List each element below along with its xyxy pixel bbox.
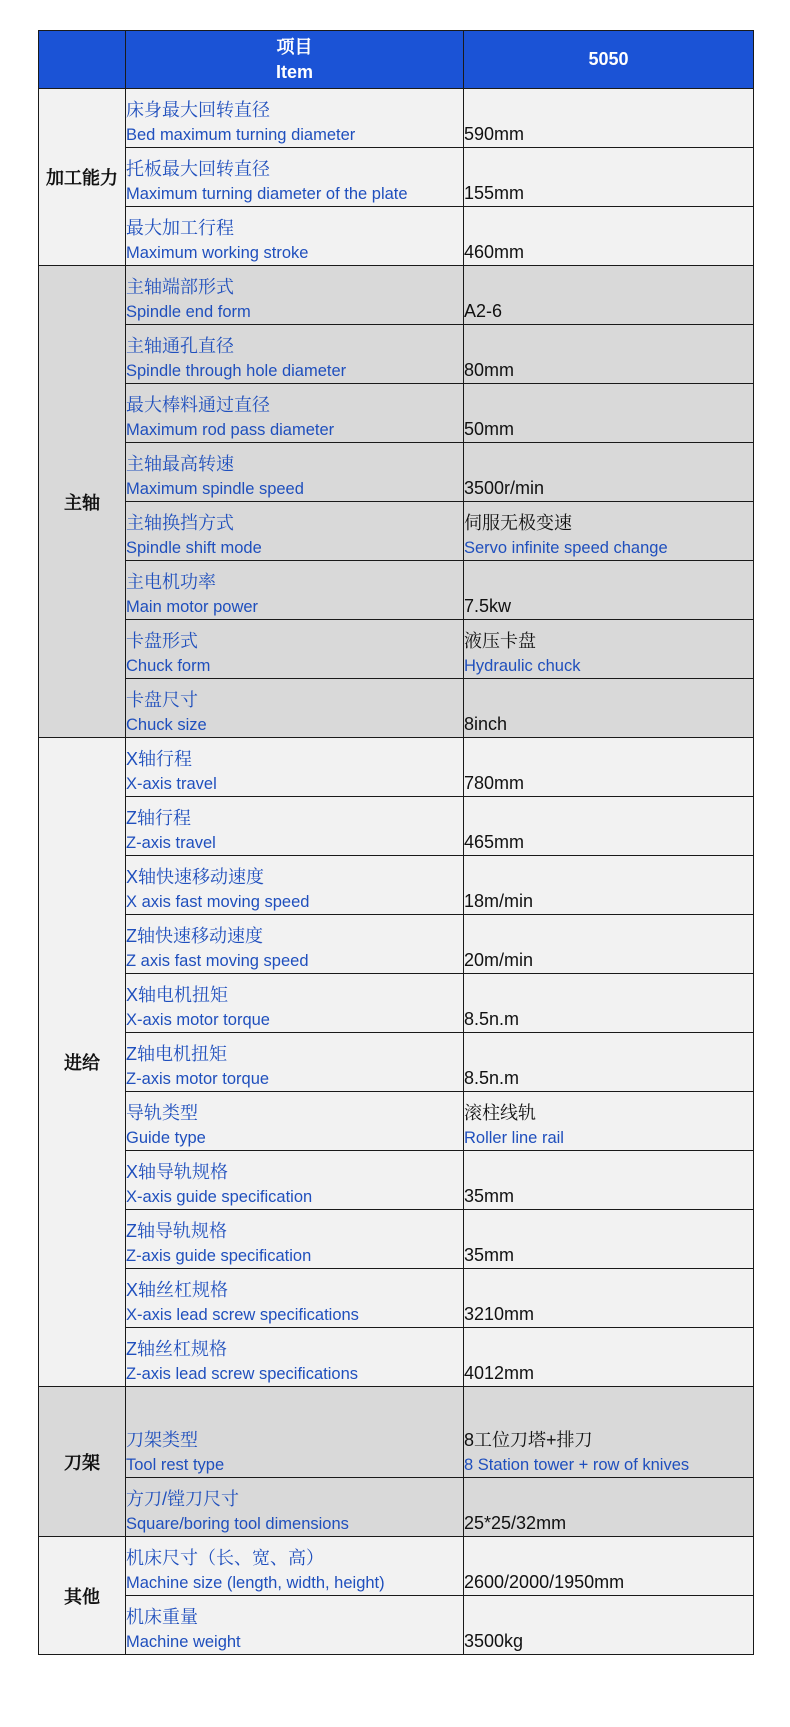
group-label: 加工能力 bbox=[39, 89, 126, 266]
value-cell bbox=[464, 1328, 754, 1387]
value-cell bbox=[464, 89, 754, 148]
table-row bbox=[39, 1033, 754, 1092]
value-cell bbox=[464, 443, 754, 502]
value-text: 8.5n.m bbox=[464, 1009, 520, 1029]
value-text: 3500kg bbox=[464, 1631, 524, 1651]
item-name-zh: 主轴最高转速 bbox=[126, 454, 234, 474]
value-cell bbox=[464, 856, 754, 915]
item-name-en: Main motor power bbox=[126, 598, 259, 616]
value-text: 3210mm bbox=[464, 1304, 535, 1324]
item-cell bbox=[126, 1478, 464, 1537]
value-text: 35mm bbox=[464, 1245, 515, 1265]
value-text: 7.5kw bbox=[464, 596, 512, 616]
item-name-zh: 卡盘形式 bbox=[126, 631, 198, 651]
value-zh: 滚柱线轨 bbox=[464, 1103, 536, 1123]
item-name-zh: 最大棒料通过直径 bbox=[126, 395, 270, 415]
table-row bbox=[39, 561, 754, 620]
item-name-en: Machine size (length, width, height) bbox=[126, 1574, 385, 1592]
value-cell bbox=[464, 1387, 754, 1478]
item-name-zh: 主轴换挡方式 bbox=[126, 513, 234, 533]
item-name-en: Spindle through hole diameter bbox=[126, 362, 347, 380]
item-name-zh: 机床重量 bbox=[126, 1607, 198, 1627]
item-cell bbox=[126, 148, 464, 207]
value-text: 20m/min bbox=[464, 950, 534, 970]
table-row bbox=[39, 738, 754, 797]
item-name-zh: Z轴快速移动速度 bbox=[126, 926, 263, 946]
value-en: Hydraulic chuck bbox=[464, 657, 581, 675]
item-name-zh: Z轴电机扭矩 bbox=[126, 1044, 227, 1064]
value-cell bbox=[464, 1033, 754, 1092]
item-cell bbox=[126, 1596, 464, 1655]
item-cell bbox=[126, 974, 464, 1033]
item-cell bbox=[126, 620, 464, 679]
table-row bbox=[39, 915, 754, 974]
item-cell bbox=[126, 915, 464, 974]
value-text: 8.5n.m bbox=[464, 1068, 520, 1088]
item-name-zh: X轴快速移动速度 bbox=[126, 867, 265, 887]
table-row bbox=[39, 148, 754, 207]
item-name-zh: Z轴丝杠规格 bbox=[126, 1339, 227, 1359]
value-cell bbox=[464, 1537, 754, 1596]
item-cell bbox=[126, 1210, 464, 1269]
item-cell bbox=[126, 502, 464, 561]
item-name-en: Tool rest type bbox=[126, 1456, 225, 1474]
item-name-zh: X轴行程 bbox=[126, 749, 193, 769]
table-row bbox=[39, 1151, 754, 1210]
value-cell bbox=[464, 915, 754, 974]
value-cell bbox=[464, 620, 754, 679]
item-name-en: Chuck size bbox=[126, 716, 207, 734]
item-cell bbox=[126, 856, 464, 915]
item-cell bbox=[126, 443, 464, 502]
header-row bbox=[39, 31, 754, 89]
item-name-en: Spindle end form bbox=[126, 303, 251, 321]
value-cell bbox=[464, 974, 754, 1033]
table-row bbox=[39, 266, 754, 325]
item-name-zh: 最大加工行程 bbox=[126, 218, 234, 238]
item-cell bbox=[126, 207, 464, 266]
value-cell bbox=[464, 148, 754, 207]
table-row bbox=[39, 1210, 754, 1269]
table-row bbox=[39, 1328, 754, 1387]
item-name-en: Maximum spindle speed bbox=[126, 480, 304, 498]
value-text: 2600/2000/1950mm bbox=[464, 1572, 625, 1592]
item-cell bbox=[126, 679, 464, 738]
value-cell bbox=[464, 738, 754, 797]
value-cell bbox=[464, 266, 754, 325]
item-name-zh: 刀架类型 bbox=[126, 1430, 198, 1450]
item-name-en: Z axis fast moving speed bbox=[126, 952, 309, 970]
item-cell bbox=[126, 325, 464, 384]
item-name-zh: 床身最大回转直径 bbox=[126, 100, 270, 120]
item-name-en: Machine weight bbox=[126, 1633, 241, 1651]
value-text: 25*25/32mm bbox=[464, 1513, 567, 1533]
value-zh: 液压卡盘 bbox=[464, 631, 536, 651]
header-blank-cell bbox=[39, 31, 126, 89]
item-cell bbox=[126, 1387, 464, 1478]
item-name-zh: Z轴行程 bbox=[126, 808, 191, 828]
value-text: 80mm bbox=[464, 360, 515, 380]
value-cell bbox=[464, 1151, 754, 1210]
value-cell bbox=[464, 561, 754, 620]
value-text: 50mm bbox=[464, 419, 515, 439]
table-row bbox=[39, 974, 754, 1033]
item-cell bbox=[126, 266, 464, 325]
value-cell bbox=[464, 679, 754, 738]
value-text: 465mm bbox=[464, 832, 525, 852]
item-name-en: Z-axis lead screw specifications bbox=[126, 1365, 358, 1383]
table-row bbox=[39, 325, 754, 384]
header-item-en: Item bbox=[275, 61, 313, 82]
item-name-zh: 主轴通孔直径 bbox=[126, 336, 234, 356]
table-row bbox=[39, 502, 754, 561]
value-text: 590mm bbox=[464, 124, 525, 144]
item-name-en: Square/boring tool dimensions bbox=[126, 1515, 349, 1533]
table-header bbox=[39, 31, 754, 89]
value-text: 155mm bbox=[464, 183, 525, 203]
group-label: 其他 bbox=[39, 1537, 126, 1655]
table-row bbox=[39, 207, 754, 266]
item-name-zh: 托板最大回转直径 bbox=[126, 159, 270, 179]
table-row bbox=[39, 1537, 754, 1596]
table-row bbox=[39, 620, 754, 679]
item-name-en: X-axis guide specification bbox=[126, 1188, 313, 1206]
value-cell bbox=[464, 1269, 754, 1328]
table-row bbox=[39, 797, 754, 856]
value-text: 780mm bbox=[464, 773, 525, 793]
header-item-zh: 项目 bbox=[276, 36, 313, 57]
item-name-en: Z-axis motor torque bbox=[126, 1070, 270, 1088]
item-cell bbox=[126, 738, 464, 797]
table-row bbox=[39, 1596, 754, 1655]
header-model-cell: 5050 bbox=[464, 31, 754, 89]
item-cell bbox=[126, 1033, 464, 1092]
value-cell bbox=[464, 1596, 754, 1655]
item-name-en: X axis fast moving speed bbox=[126, 893, 310, 911]
item-cell bbox=[126, 89, 464, 148]
item-name-zh: X轴电机扭矩 bbox=[126, 985, 229, 1005]
value-cell bbox=[464, 325, 754, 384]
item-name-zh: X轴导轨规格 bbox=[126, 1162, 229, 1182]
value-en: Roller line rail bbox=[464, 1129, 564, 1147]
item-name-zh: X轴丝杠规格 bbox=[126, 1280, 229, 1300]
item-cell bbox=[126, 561, 464, 620]
item-name-en: Z-axis guide specification bbox=[126, 1247, 312, 1265]
value-zh: 伺服无极变速 bbox=[464, 513, 572, 533]
item-cell bbox=[126, 1537, 464, 1596]
value-text: 8inch bbox=[464, 714, 508, 734]
item-name-en: Maximum working stroke bbox=[126, 244, 309, 262]
value-text: 460mm bbox=[464, 242, 525, 262]
table-row bbox=[39, 1269, 754, 1328]
item-name-en: Bed maximum turning diameter bbox=[126, 126, 356, 144]
header-item-cell bbox=[126, 31, 464, 89]
item-name-en: Maximum turning diameter of the plate bbox=[126, 185, 408, 203]
group-label: 刀架 bbox=[39, 1387, 126, 1537]
item-name-zh: 卡盘尺寸 bbox=[126, 690, 198, 710]
item-name-en: Chuck form bbox=[126, 657, 211, 675]
item-name-en: Guide type bbox=[126, 1129, 206, 1147]
value-cell bbox=[464, 207, 754, 266]
value-text: 18m/min bbox=[464, 891, 534, 911]
value-cell bbox=[464, 502, 754, 561]
item-cell bbox=[126, 1092, 464, 1151]
value-en: 8 Station tower + row of knives bbox=[464, 1456, 690, 1474]
table-row bbox=[39, 384, 754, 443]
value-cell bbox=[464, 1478, 754, 1537]
table-row bbox=[39, 1478, 754, 1537]
item-name-zh: 主电机功率 bbox=[126, 572, 216, 592]
item-name-en: X-axis lead screw specifications bbox=[126, 1306, 359, 1324]
item-cell bbox=[126, 384, 464, 443]
item-name-zh: 主轴端部形式 bbox=[126, 277, 234, 297]
item-cell bbox=[126, 1151, 464, 1210]
value-text: 4012mm bbox=[464, 1363, 535, 1383]
item-cell bbox=[126, 1269, 464, 1328]
table-row bbox=[39, 89, 754, 148]
table-row bbox=[39, 679, 754, 738]
value-cell bbox=[464, 797, 754, 856]
item-name-en: Z-axis travel bbox=[126, 834, 216, 852]
item-name-zh: 导轨类型 bbox=[126, 1103, 198, 1123]
group-label: 主轴 bbox=[39, 266, 126, 738]
spec-table bbox=[38, 30, 754, 1655]
value-en: Servo infinite speed change bbox=[464, 539, 668, 557]
item-name-en: Maximum rod pass diameter bbox=[126, 421, 335, 439]
table-row bbox=[39, 1092, 754, 1151]
item-name-zh: Z轴导轨规格 bbox=[126, 1221, 227, 1241]
value-zh: 8工位刀塔+排刀 bbox=[464, 1430, 593, 1450]
group-label: 进给 bbox=[39, 738, 126, 1387]
table-row bbox=[39, 443, 754, 502]
value-text: 3500r/min bbox=[464, 478, 545, 498]
value-cell bbox=[464, 1210, 754, 1269]
item-name-en: X-axis travel bbox=[126, 775, 217, 793]
value-cell bbox=[464, 384, 754, 443]
item-cell bbox=[126, 797, 464, 856]
table-row bbox=[39, 1387, 754, 1478]
value-text: A2-6 bbox=[464, 301, 503, 321]
item-name-en: X-axis motor torque bbox=[126, 1011, 270, 1029]
table-body bbox=[39, 89, 754, 1655]
table-row bbox=[39, 856, 754, 915]
item-name-en: Spindle shift mode bbox=[126, 539, 262, 557]
item-name-zh: 机床尺寸（长、宽、高） bbox=[126, 1548, 324, 1568]
item-name-zh: 方刀/镗刀尺寸 bbox=[126, 1489, 240, 1509]
value-text: 35mm bbox=[464, 1186, 515, 1206]
value-cell bbox=[464, 1092, 754, 1151]
item-cell bbox=[126, 1328, 464, 1387]
